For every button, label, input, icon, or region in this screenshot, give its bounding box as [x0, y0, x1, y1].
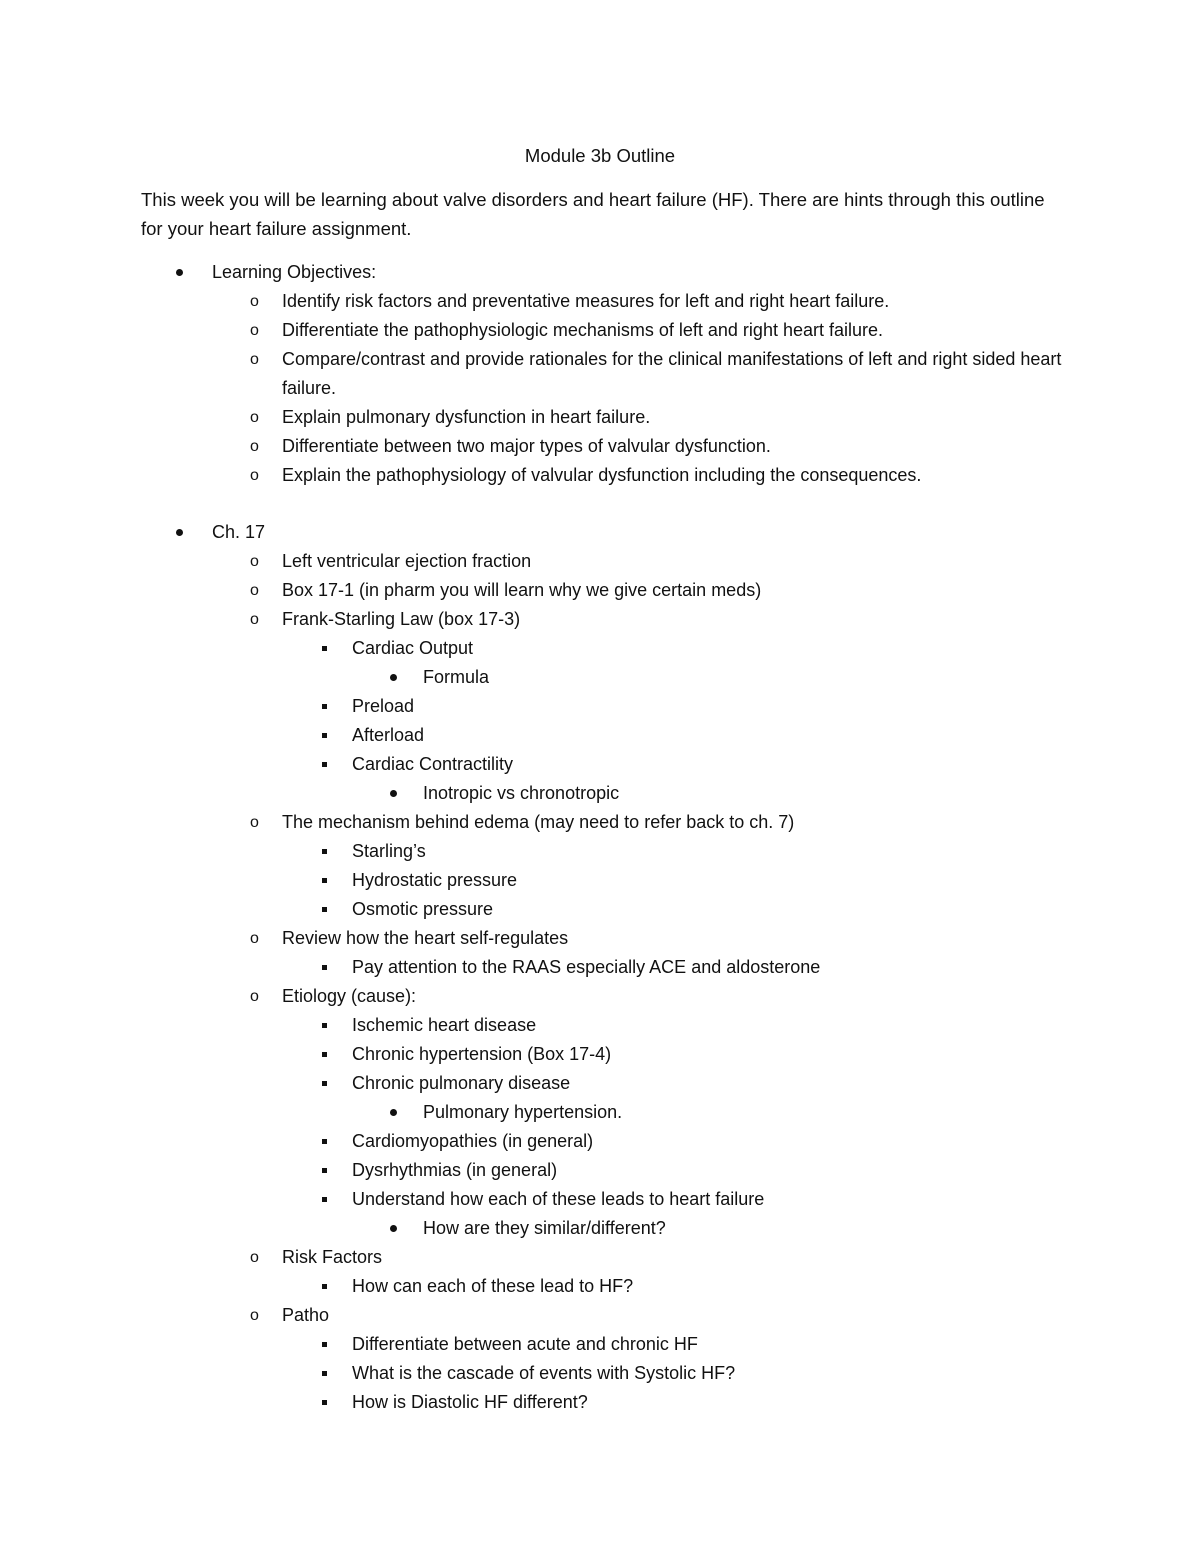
- outline-item-text: Box 17-1 (in pharm you will learn why we give certain meds): [282, 580, 762, 600]
- outline-item: [0, 692, 1200, 721]
- outline-item: [0, 287, 1200, 316]
- outline-item-text: Risk Factors: [282, 1247, 383, 1267]
- outline-item-text: Inotropic vs chronotropic: [423, 783, 620, 803]
- outline-item-text: Ischemic heart disease: [352, 1015, 537, 1035]
- outline-item-text: Pay attention to the RAAS especially ACE and aldosterone: [352, 957, 821, 977]
- outline-item: [0, 634, 1200, 663]
- outline-item: [0, 316, 1200, 345]
- outline-item: [0, 1127, 1200, 1156]
- page-title: Module 3b Outline: [524, 145, 676, 166]
- intro-paragraph: This week you will be learning about valve disorders and heart failure (HF). There are hints through this outline for your heart failure assignment.: [141, 189, 1045, 239]
- outline-item: [0, 1185, 1200, 1214]
- outline-item-text: Cardiac Output: [352, 638, 474, 658]
- outline-item-text: Cardiomyopathies (in general): [352, 1131, 594, 1151]
- outline-item-text: Compare/contrast and provide rationales for the clinical manifestations of left and right sided heart failure.: [282, 349, 1062, 398]
- outline-item: [0, 924, 1200, 953]
- outline-item-text: Left ventricular ejection fraction: [282, 551, 532, 571]
- outline-item-text: Osmotic pressure: [352, 899, 494, 919]
- outline-item-text: Understand how each of these leads to heart failure: [352, 1189, 765, 1209]
- outline-item: [0, 1098, 1200, 1127]
- outline-item-text: Frank-Starling Law (box 17-3): [282, 609, 521, 629]
- outline-item: [0, 461, 1200, 490]
- outline-item-text: Chronic hypertension (Box 17-4): [352, 1044, 612, 1064]
- outline-item: [0, 721, 1200, 750]
- outline-item: [0, 1040, 1200, 1069]
- outline-item-text: Differentiate the pathophysiologic mechanisms of left and right heart failure.: [282, 320, 884, 340]
- outline-item-text: How can each of these lead to HF?: [352, 1276, 634, 1296]
- outline-item-text: Explain the pathophysiology of valvular dysfunction including the consequences.: [282, 465, 922, 485]
- outline-item: [0, 1069, 1200, 1098]
- outline-item-text: Etiology (cause):: [282, 986, 417, 1006]
- outline-item-text: Pulmonary hypertension.: [423, 1102, 623, 1122]
- outline-item-text: Hydrostatic pressure: [352, 870, 518, 890]
- outline-item: [0, 953, 1200, 982]
- outline-item-text: Cardiac Contractility: [352, 754, 514, 774]
- outline-item-text: What is the cascade of events with Systolic HF?: [352, 1363, 736, 1383]
- outline-item-text: The mechanism behind edema (may need to refer back to ch. 7): [282, 812, 795, 832]
- outline-item: [0, 866, 1200, 895]
- outline-item: [0, 750, 1200, 779]
- outline-item-text: Patho: [282, 1305, 330, 1325]
- outline-item-text: Chronic pulmonary disease: [352, 1073, 571, 1093]
- outline-item-text: Ch. 17: [212, 522, 266, 542]
- outline-list: [0, 258, 1200, 1417]
- outline-item: [0, 258, 1200, 287]
- outline-item: [0, 1243, 1200, 1272]
- outline-item: [0, 1359, 1200, 1388]
- outline-item: [0, 663, 1200, 692]
- outline-item: [0, 808, 1200, 837]
- outline-item-text: Review how the heart self-regulates: [282, 928, 569, 948]
- outline-item-text: Dysrhythmias (in general): [352, 1160, 558, 1180]
- outline-item: [0, 1011, 1200, 1040]
- outline-item: [0, 1330, 1200, 1359]
- outline-item-text: Preload: [352, 696, 415, 716]
- outline-item-text: How are they similar/different?: [423, 1218, 666, 1238]
- outline-item: [0, 1272, 1200, 1301]
- outline-item-text: Afterload: [352, 725, 425, 745]
- outline-item-text: Identify risk factors and preventative measures for left and right heart failure.: [282, 291, 890, 311]
- outline-item-text: Learning Objectives:: [212, 262, 377, 282]
- outline-item: [0, 576, 1200, 605]
- outline-item: [0, 1388, 1200, 1417]
- outline-item: [0, 605, 1200, 634]
- outline-item: [0, 1214, 1200, 1243]
- outline-item-text: Differentiate between two major types of valvular dysfunction.: [282, 436, 771, 456]
- outline-item: [0, 1156, 1200, 1185]
- outline-item-text: Starling’s: [352, 841, 426, 861]
- outline-item: [0, 982, 1200, 1011]
- outline-item: [0, 345, 1200, 403]
- outline-item: [0, 1301, 1200, 1330]
- outline-item: [0, 518, 1200, 547]
- outline-item-text: Explain pulmonary dysfunction in heart failure.: [282, 407, 651, 427]
- outline-item: [0, 432, 1200, 461]
- outline-item: [0, 779, 1200, 808]
- outline-item-text: Differentiate between acute and chronic HF: [352, 1334, 698, 1354]
- outline-item: [0, 837, 1200, 866]
- outline-item-text: Formula: [423, 667, 490, 687]
- outline-item: [0, 895, 1200, 924]
- outline-item: [0, 403, 1200, 432]
- outline-item: [0, 547, 1200, 576]
- outline-item-text: How is Diastolic HF different?: [352, 1392, 588, 1412]
